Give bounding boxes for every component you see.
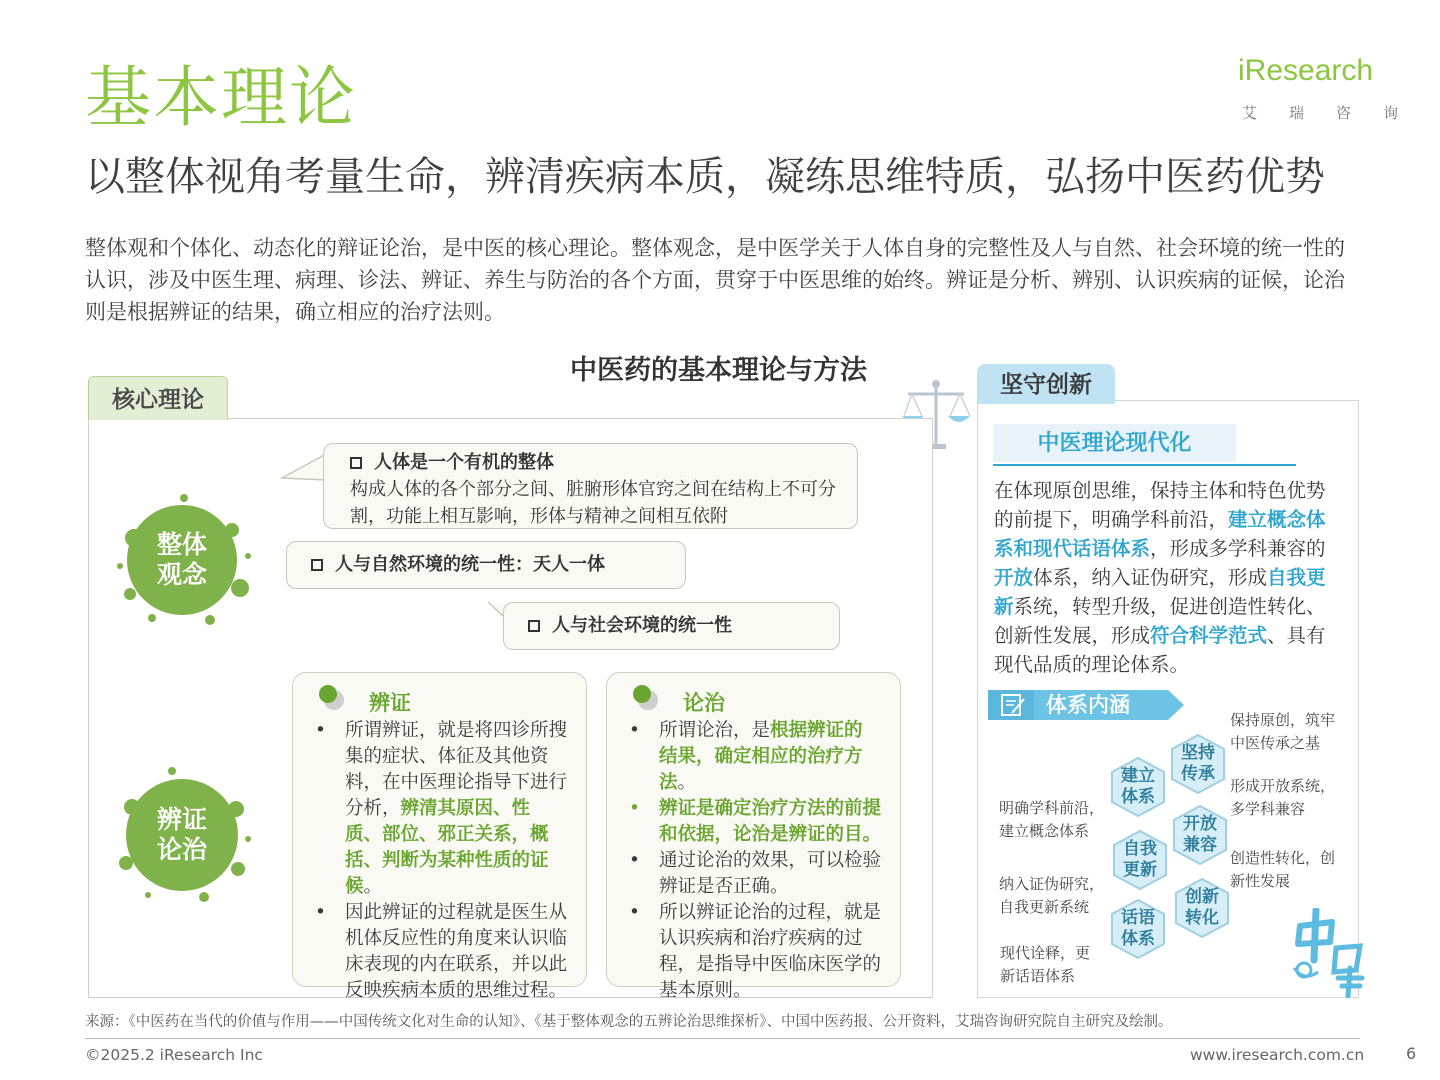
list-item: • 所以辨证论治的过程，就是认识疾病和治疗疾病的过程，是指导中医临床医学的基本原则。 [619,900,881,1004]
list-item: • 所谓论治，是根据辨证的结果，确定相应的治疗方法。 [619,718,881,796]
dot-icon [631,683,659,711]
document-icon [1000,693,1026,717]
note-creative: 创造性转化，创新性发展 [1230,849,1336,890]
copyright: ©2025.2 iResearch Inc [85,1046,263,1064]
list-item: • 因此辨证的过程就是医生从机体反应性的角度来认识临床表现的内在联系，并以此反映疾病本质的思维过程。 [305,900,567,1004]
holistic-bubble-organism: 人体是一个有机的整体 构成人体的各个部分之间、脏腑形体官窍之间在结构上不可分割，功能上相互影响，形体与精神之间相互依附 [323,443,858,529]
note-discourse: 现代诠释，更新话语体系 [1000,944,1091,985]
syndrome-treatment-badge: 辨证 论治 [112,765,252,905]
card-treatment-determination [606,672,901,1001]
intro-paragraph: 整体观和个体化、动态化的辩证论治，是中医的核心理论。整体观念，是中医学关于人体自身的完整性及人与自然、社会环境的统一性的认识，涉及中医生理、病理、诊法、辨证、养生与防治的各个方面，贯穿于中医思维的始终。辨证是分析、辨别、认识疾病的证候，论治则是根据辨证的结果，确立相应的治疗法则。 [85,236,1345,324]
page-subtitle: 以整体视角考量生命，辨清疾病本质，凝练思维特质，弘扬中医药优势 [85,154,1325,200]
hex-discourse-system: 话语 体系 [1110,898,1166,960]
hex-uphold-inheritance: 坚持 传承 [1170,733,1226,795]
checkbox-icon [350,457,362,469]
divider [993,464,1296,466]
section-title: 中医药的基本理论与方法 [570,355,867,386]
logo-subtext: 艾 瑞 咨 询 [1242,104,1398,122]
hex-build-system: 建立 体系 [1110,756,1166,818]
zhongyi-calligraphy-icon [1290,908,1368,998]
logo-wordmark: iResearch [1238,54,1374,87]
checkbox-icon [528,620,540,632]
tab-core-theory[interactable]: 核心理论 [88,376,228,420]
source-note: 来源：《中医药在当代的价值与作用——中国传统文化对生命的认知》、《基于整体观念的五辨论治思维探析》、中国中医药报、公开资料，艾瑞咨询研究院自主研究及绘制。 [85,1014,1173,1030]
holistic-concept-badge: 整体 观念 [112,490,252,630]
note-inheritance: 保持原创，筑牢中医传承之基 [1230,711,1336,752]
modernization-text: 在体现原创思维，保持主体和特色优势的前提下，明确学科前沿，建立概念体系和现代话语体系，形成多学科兼容的开放体系，纳入证伪研究，形成自我更新系统，转型升级，促进创造性转化、创新性发展，形成符合科学范式、具有现代品质的理论体系。 [994,479,1326,676]
card-title: 论治 [683,691,725,715]
hex-self-renewal: 自我 更新 [1112,829,1168,891]
page-number: 6 [1406,1044,1417,1063]
holistic-bubble-society: 人与社会环境的统一性 [503,602,840,650]
note-self-update: 纳入证伪研究，自我更新系统 [999,875,1105,916]
note-open-system: 形成开放系统，多学科兼容 [1230,777,1336,818]
iresearch-logo[interactable] [1238,46,1398,126]
tab-innovation[interactable]: 坚守创新 [977,364,1115,404]
checkbox-icon [311,559,323,571]
note-frontier: 明确学科前沿，建立概念体系 [999,799,1105,840]
card-title: 辨证 [369,691,411,715]
modernization-title: 中医理论现代化 [993,424,1236,462]
list-item: • 辨证是确定治疗方法的前提和依据，论治是辨证的目。 [619,796,881,848]
holistic-bubble-nature: 人与自然环境的统一性：天人一体 [286,541,686,589]
page-title: 基本理论 [85,59,357,136]
list-item: • 所谓辨证，就是将四诊所搜集的症状、体征及其他资料，在中医理论指导下进行分析，辨清其原因、性质、部位、邪正关系，概括、判断为某种性质的证候。 [305,718,567,900]
dot-icon [317,683,345,711]
card-syndrome-differentiation [292,672,587,1001]
list-item: • 通过论治的效果，可以检验辨证是否正确。 [619,848,881,900]
system-connotation-banner: 体系内涵 [988,690,1184,720]
footer-divider [85,1038,1360,1039]
hex-open-compatible: 开放 兼容 [1172,804,1228,866]
website-link[interactable]: www.iresearch.com.cn [1190,1046,1365,1064]
hex-innovative-transformation: 创新 转化 [1174,877,1230,939]
